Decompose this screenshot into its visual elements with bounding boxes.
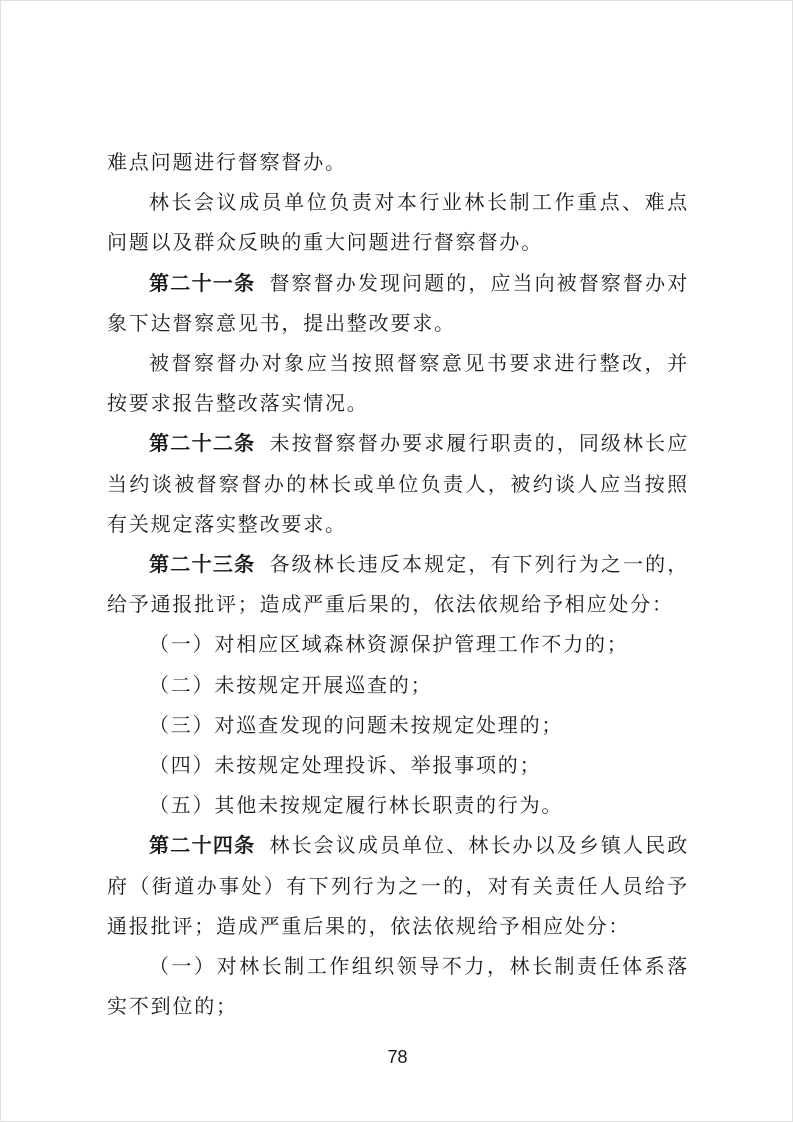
paragraph-text: 林长会议成员单位负责对本行业林长制工作重点、难点问题以及群众反映的重大问题进行督察督办。 <box>107 190 689 255</box>
list-item-1 <box>107 624 689 664</box>
list-item-text: （一）对相应区域森林资源保护管理工作不力的； <box>149 632 629 657</box>
article-23 <box>107 544 689 624</box>
page-number: 78 <box>387 1047 408 1067</box>
paragraph-text: 各级林长违反本规定，有下列行为之一的，给予通报批评；造成严重后果的，依法依规给予相应处分： <box>107 552 690 617</box>
list-item-3 <box>107 705 689 745</box>
list-item-text: （四）未按规定处理投诉、举报事项的； <box>149 753 542 778</box>
article-heading: 第二十一条 <box>149 270 256 295</box>
document-body <box>107 142 689 1026</box>
paragraph-1 <box>107 142 689 182</box>
article-heading: 第二十三条 <box>149 552 256 577</box>
article-heading: 第二十四条 <box>149 833 256 858</box>
list-item-text: （三）对巡查发现的问题未按规定处理的； <box>149 712 564 737</box>
paragraph-text: 未按督察督办要求履行职责的，同级林长应当约谈被督察督办的林长或单位负责人，被约谈人应当按照有关规定落实整改要求。 <box>107 431 690 536</box>
paragraph-4 <box>107 343 689 423</box>
list-item-4 <box>107 745 689 785</box>
paragraph-text: 林长会议成员单位、林长办以及乡镇人民政府（街道办事处）有下列行为之一的，对有关责任人员给予通报批评；造成严重后果的，依法依规给予相应处分： <box>107 833 690 938</box>
list-item-text: （五）其他未按规定履行林长职责的行为。 <box>149 793 564 818</box>
article-24 <box>107 825 689 946</box>
paragraph-2 <box>107 182 689 262</box>
list-item-6 <box>107 946 689 1026</box>
paragraph-text: 难点问题进行督察督办。 <box>107 150 347 174</box>
list-item-text: （二）未按规定开展巡查的； <box>149 672 433 697</box>
paragraph-text: 被督察督办对象应当按照督察意见书要求进行整改，并按要求报告整改落实情况。 <box>107 351 689 416</box>
list-item-5 <box>107 785 689 825</box>
list-item-2 <box>107 665 689 705</box>
article-21 <box>107 263 689 343</box>
article-heading: 第二十二条 <box>149 431 256 456</box>
paragraph-text: 督察督办发现问题的，应当向被督察督办对象下达督察意见书，提出整改要求。 <box>107 270 690 335</box>
article-22 <box>107 423 689 544</box>
list-item-text: （一）对林长制工作组织领导不力，林长制责任体系落实不到位的； <box>107 954 689 1019</box>
